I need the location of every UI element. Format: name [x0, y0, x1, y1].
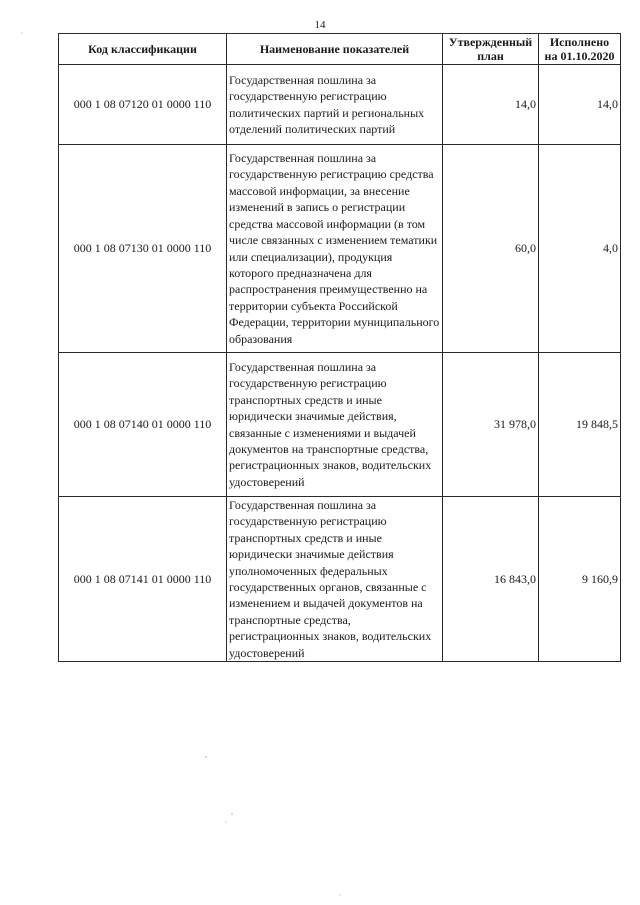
row-code: 000 1 08 07140 01 0000 110 [59, 353, 227, 497]
scan-speck [205, 756, 206, 757]
row-name: Государственная пошлина за государственную регистрацию политических партий и региональных отделений политических партий [227, 65, 443, 145]
row-name: Государственная пошлина за государственную регистрацию транспортных средств и иные юридически значимые действия уполномоченных федеральных государственных органов, связанные с изменением и выдачей документов на транспортные средства, регистрационных знаков, водительских удостоверений [227, 497, 443, 662]
row-plan: 16 843,0 [443, 497, 539, 662]
row-plan: 14,0 [443, 65, 539, 145]
row-name: Государственная пошлина за государственную регистрацию транспортных средств и иные юридически значимые действия, связанные с изменениями и выдачей документов на транспортные средства, регистрационных знаков, водительских удостоверений [227, 353, 443, 497]
scan-speck [339, 894, 340, 895]
header-plan-line2: план [477, 49, 504, 63]
row-done: 14,0 [539, 65, 621, 145]
scan-speck [225, 821, 226, 822]
header-done-line2: на 01.10.2020 [544, 49, 615, 63]
header-done-line1: Исполнено [549, 35, 610, 49]
row-name: Государственная пошлина за государственную регистрацию средства массовой информации, за внесение изменений в запись о регистрации средства массовой информации (в том числе связанных с изменением тематики или специализации), продукция которого предназначена для распространения преимущественно на территории субъекта Российской Федерации, территории муниципального образования [227, 145, 443, 353]
row-plan: 31 978,0 [443, 353, 539, 497]
row-done: 9 160,9 [539, 497, 621, 662]
header-plan-line1: Утвержденный [448, 35, 533, 49]
header-code: Код классификации [59, 34, 227, 65]
row-done: 19 848,5 [539, 353, 621, 497]
row-code: 000 1 08 07141 01 0000 110 [59, 497, 227, 662]
row-plan: 60,0 [443, 145, 539, 353]
scan-speck [21, 32, 22, 33]
row-code: 000 1 08 07120 01 0000 110 [59, 65, 227, 145]
row-done: 4,0 [539, 145, 621, 353]
page-number: 14 [314, 19, 326, 31]
scan-speck [231, 813, 232, 814]
header-name: Наименование показателей [227, 34, 443, 65]
row-code: 000 1 08 07130 01 0000 110 [59, 145, 227, 353]
